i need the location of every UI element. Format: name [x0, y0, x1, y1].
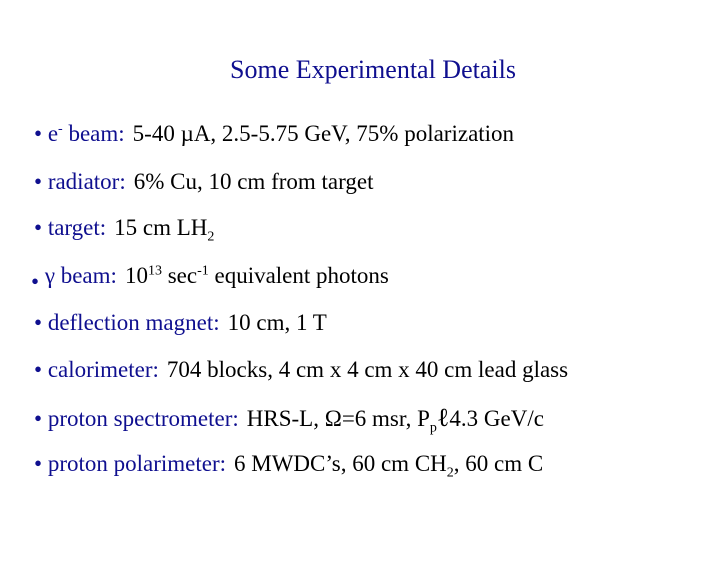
gamma-beam-label: γ beam: [44, 263, 117, 288]
deflection-magnet-label: deflection magnet: [47, 310, 220, 335]
bullet-gamma-beam [31, 263, 389, 294]
bullet-marker: • [34, 121, 43, 146]
bullet-deflection-magnet [34, 311, 327, 334]
proton-polarimeter-label: proton polarimeter: [47, 451, 227, 476]
deflection-magnet-value: 10 cm, 1 T [227, 310, 327, 335]
radiator-value: 6% Cu, 10 cm from target [133, 169, 374, 194]
bullet-radiator [34, 170, 373, 193]
bullet-marker: • [31, 269, 40, 294]
approx-symbol: ℓ [436, 403, 450, 432]
bullet-marker: • [34, 310, 43, 335]
target-label: target: [47, 215, 107, 240]
bullet-marker: • [34, 451, 43, 476]
gamma-beam-value: $10^{13}$ $\sec^{-1}$ equivalent photons [124, 263, 389, 288]
bullet-marker: • [34, 215, 43, 240]
proton-spectrometer-value: HRS-L, Ω=6 msr, $P_p\ell 4.3$ GeV/c [246, 403, 544, 436]
slide-title: Some Experimental Details [230, 55, 516, 84]
electron-beam-value: 5-40 µA, 2.5-5.75 GeV, 75% polarization [132, 121, 515, 146]
bullet-marker: • [34, 406, 43, 431]
bullet-marker: • [34, 357, 43, 382]
electron-beam-label: e- beam: [47, 121, 125, 146]
radiator-label: radiator: [47, 169, 126, 194]
bullet-target [34, 215, 215, 245]
bullet-proton-polarimeter [34, 451, 544, 481]
proton-spectrometer-label: proton spectrometer: [47, 406, 239, 431]
calorimeter-label: calorimeter: [47, 357, 159, 382]
bullet-proton-spectrometer [34, 403, 544, 436]
bullet-electron-beam [34, 122, 514, 145]
bullet-calorimeter [34, 358, 568, 381]
proton-polarimeter-value: 6 MWDC’s, 60 cm $CH_2$, 60 cm C [234, 451, 544, 481]
target-value: 15 cm $LH_2$ [114, 215, 215, 245]
bullet-marker: • [34, 169, 43, 194]
calorimeter-value: 704 blocks, 4 cm x 4 cm x 40 cm lead glass [166, 357, 569, 382]
